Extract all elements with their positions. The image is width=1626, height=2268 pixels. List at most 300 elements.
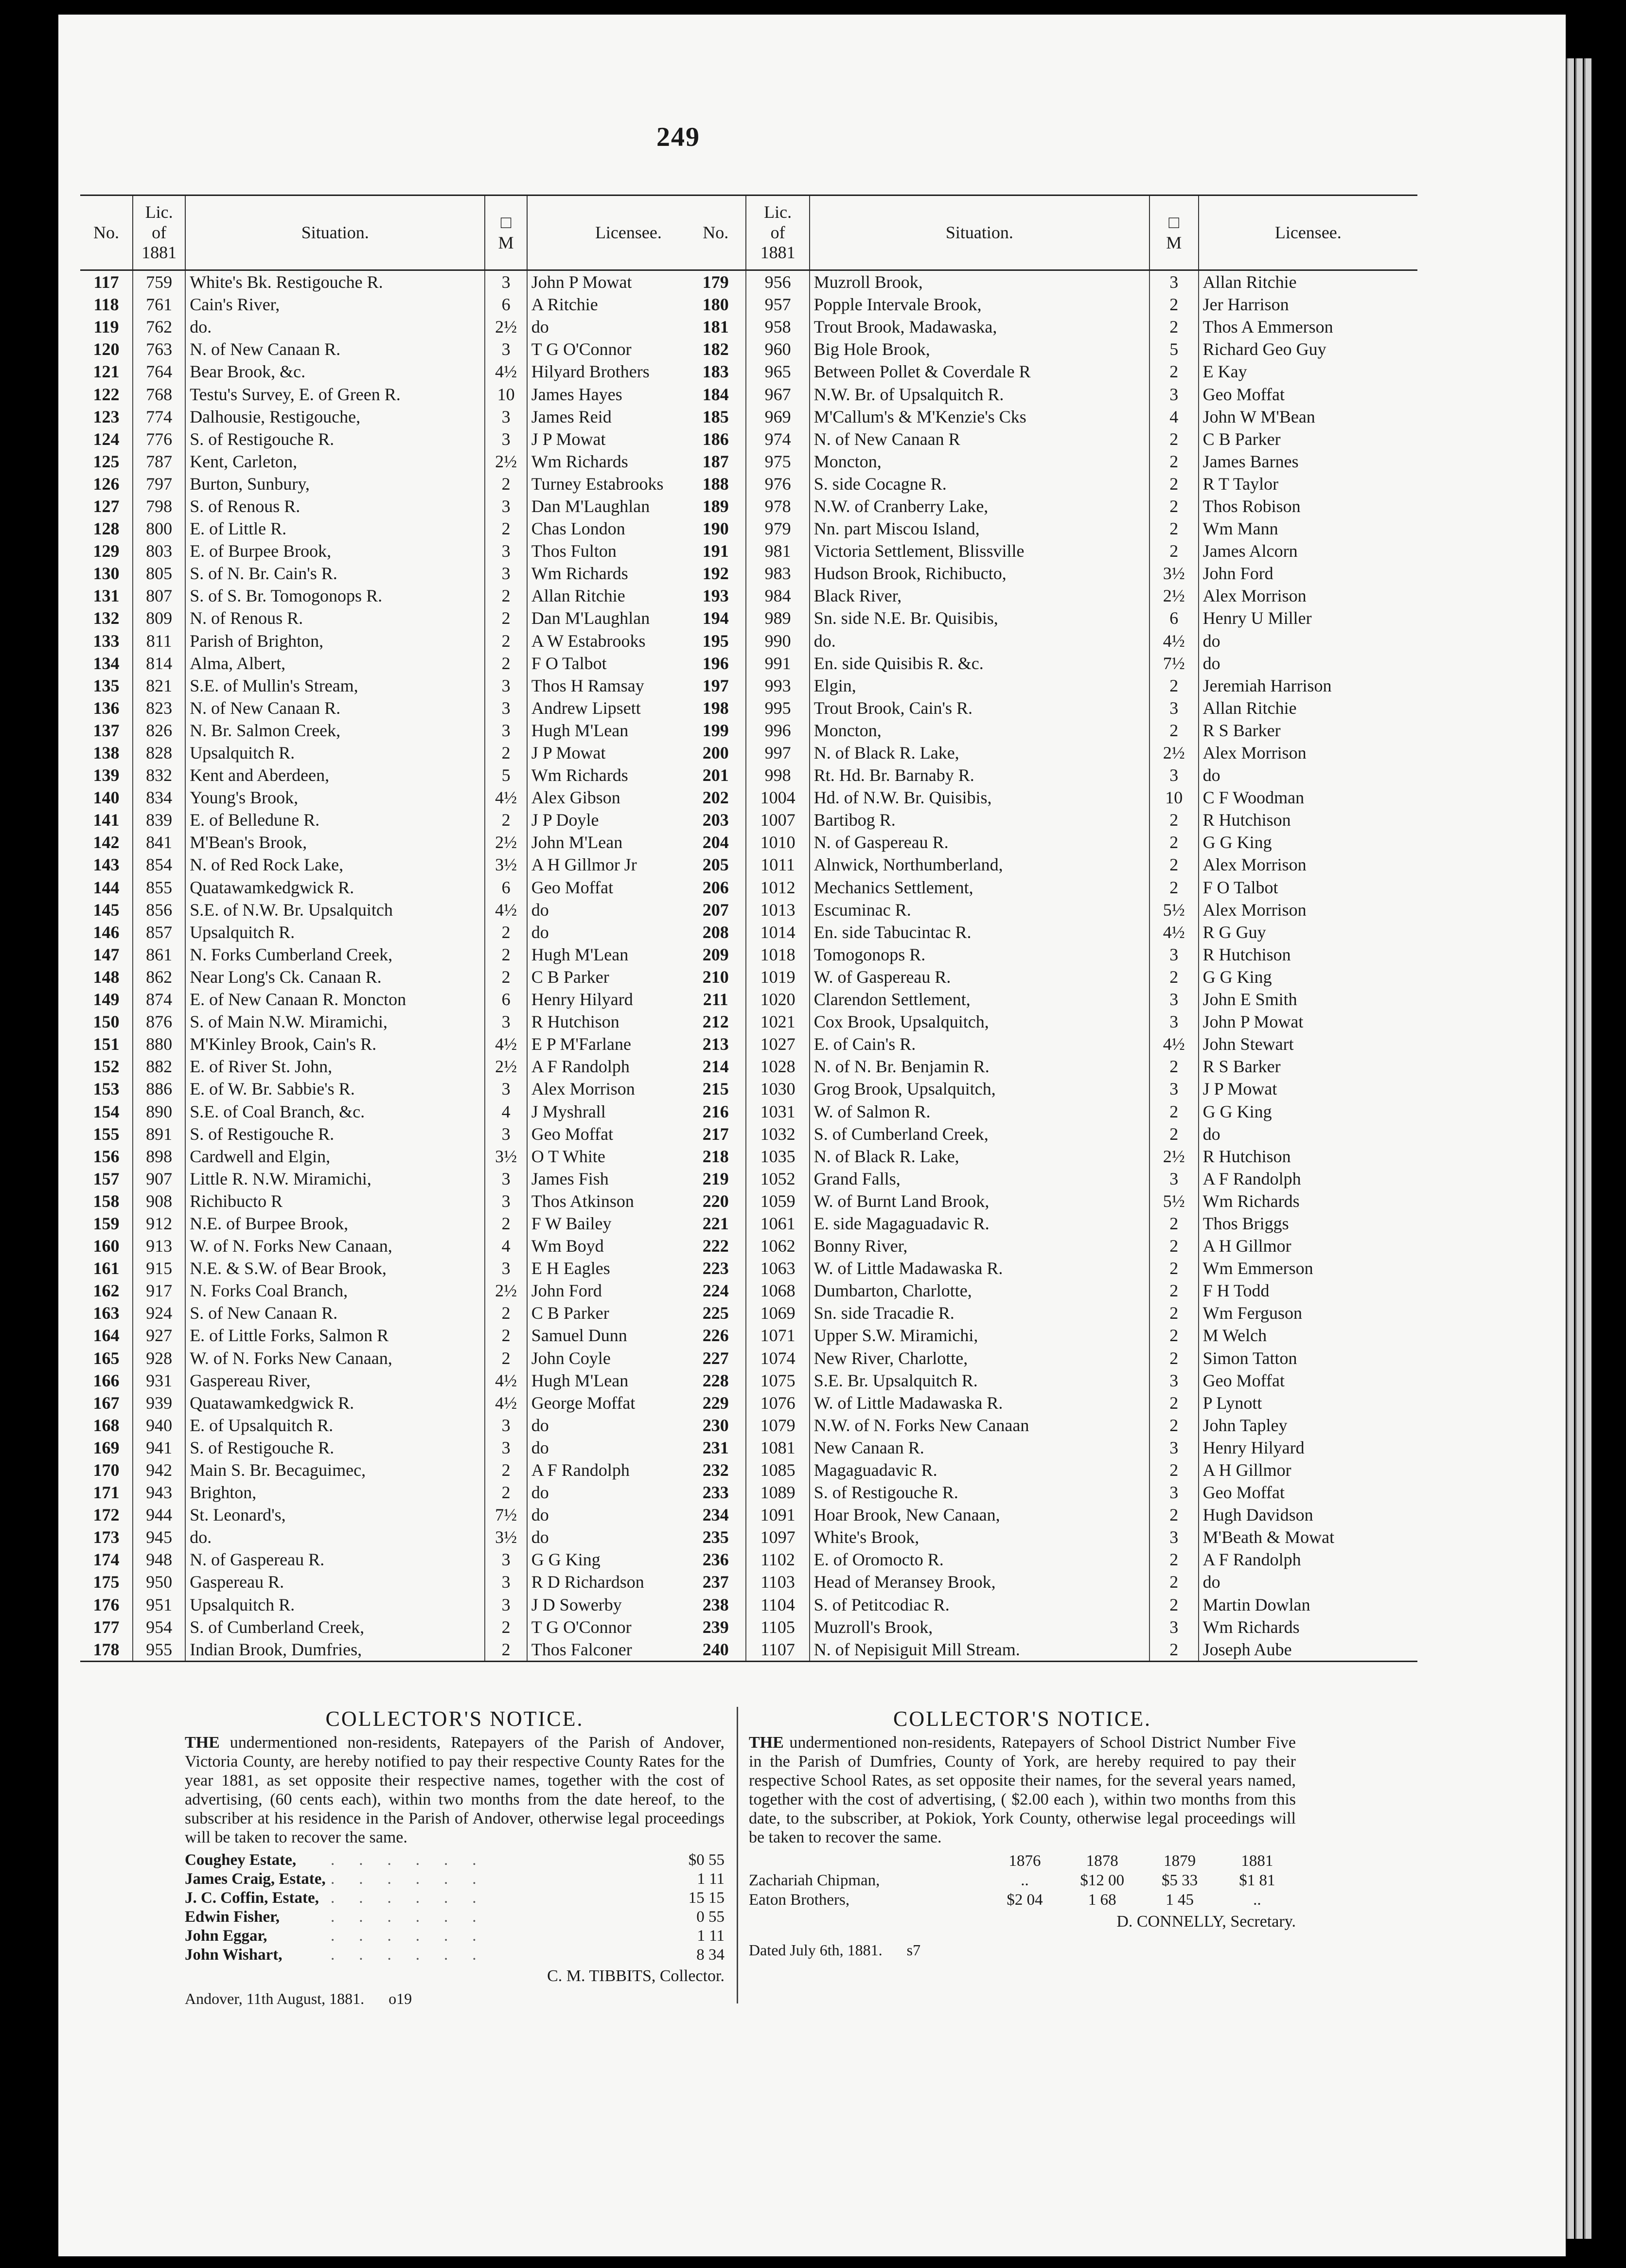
square-miles-cell: 3 xyxy=(1149,1616,1199,1638)
situation-cell: S.E. of Mullin's Stream, xyxy=(185,674,485,697)
situation-cell: Hoar Brook, New Canaan, xyxy=(810,1504,1149,1526)
licensee-cell: James Barnes xyxy=(1199,450,1417,473)
square-miles-cell: 7½ xyxy=(485,1504,527,1526)
table-row xyxy=(686,1168,1417,1190)
row-number-cell: 146 xyxy=(93,922,120,942)
license-number-cell: 940 xyxy=(133,1414,185,1436)
license-number-cell: 998 xyxy=(746,764,809,786)
table-row xyxy=(686,1100,1417,1122)
amount-row xyxy=(185,1946,725,1965)
notice-date: Dated July 6th, 1881. s7 xyxy=(749,1941,921,1959)
square-miles-cell: 6 xyxy=(485,293,527,316)
row-number-cell: 235 xyxy=(702,1527,729,1547)
situation-cell: Moncton, xyxy=(810,719,1149,742)
table-row xyxy=(686,540,1417,562)
square-miles-cell: 4 xyxy=(485,1100,527,1122)
row-number-cell: 205 xyxy=(702,855,729,875)
row-number-cell: 174 xyxy=(93,1550,120,1570)
row-number-cell: 203 xyxy=(702,810,729,830)
license-number-cell: 950 xyxy=(133,1571,185,1593)
table-row xyxy=(686,764,1417,786)
licensee-cell: F O Talbot xyxy=(527,652,729,674)
square-miles-cell: 3 xyxy=(485,674,527,697)
notice-signature: C. M. TIBBITS, Collector. xyxy=(547,1967,725,1985)
square-miles-cell: 2 xyxy=(485,630,527,652)
table-row xyxy=(80,1369,729,1392)
licensee-cell: John Tapley xyxy=(1199,1414,1417,1436)
situation-cell: S.E. Br. Upsalquitch R. xyxy=(810,1369,1149,1392)
situation-cell: Big Hole Brook, xyxy=(810,338,1149,360)
license-number-cell: 762 xyxy=(133,316,185,338)
situation-cell: S.E. of N.W. Br. Upsalquitch xyxy=(185,899,485,921)
row-number-cell: 179 xyxy=(702,272,729,292)
square-miles-cell: 6 xyxy=(485,988,527,1010)
situation-cell: Quatawamkedgwick R. xyxy=(185,1392,485,1414)
square-miles-cell: 3 xyxy=(485,1548,527,1571)
square-miles-cell: 2 xyxy=(485,585,527,607)
table-row xyxy=(80,943,729,966)
license-number-cell: 821 xyxy=(133,674,185,697)
situation-cell: M'Bean's Brook, xyxy=(185,831,485,853)
header-no: No. xyxy=(686,195,746,270)
situation-cell: Between Pollet & Coverdale R xyxy=(810,360,1149,383)
licensee-cell: Andrew Lipsett xyxy=(527,697,729,719)
row-number-cell: 225 xyxy=(702,1303,729,1323)
license-number-cell: 803 xyxy=(133,540,185,562)
square-miles-cell: 3 xyxy=(1149,988,1199,1010)
table-row xyxy=(686,786,1417,809)
situation-cell: Near Long's Ck. Canaan R. xyxy=(185,966,485,988)
table-row xyxy=(80,338,729,360)
table-row xyxy=(80,876,729,899)
table-row xyxy=(686,943,1417,966)
situation-cell: Upsalquitch R. xyxy=(185,1594,485,1616)
licensee-cell: Alex Morrison xyxy=(1199,853,1417,876)
licensee-cell: do xyxy=(1199,1571,1417,1593)
table-row xyxy=(80,406,729,428)
license-number-cell: 954 xyxy=(133,1616,185,1638)
table-row xyxy=(80,495,729,517)
square-miles-cell: 2½ xyxy=(1149,742,1199,764)
table-row xyxy=(686,1257,1417,1279)
license-number-cell: 1071 xyxy=(746,1324,809,1347)
page-number: 249 xyxy=(656,122,700,152)
row-number-cell: 213 xyxy=(702,1034,729,1054)
row-number-cell: 182 xyxy=(702,339,729,359)
amount-row xyxy=(185,1870,725,1889)
license-number-cell: 1103 xyxy=(746,1571,809,1593)
situation-cell: Trout Brook, Madawaska, xyxy=(810,316,1149,338)
table-row xyxy=(686,1504,1417,1526)
square-miles-cell: 5 xyxy=(1149,338,1199,360)
license-number-cell: 856 xyxy=(133,899,185,921)
table-row xyxy=(80,1414,729,1436)
situation-cell: N. Br. Salmon Creek, xyxy=(185,719,485,742)
license-number-cell: 798 xyxy=(133,495,185,517)
licensee-cell: Henry Hilyard xyxy=(1199,1436,1417,1459)
square-miles-cell: 10 xyxy=(1149,786,1199,809)
square-miles-cell: 2½ xyxy=(485,1055,527,1078)
square-miles-cell: 2 xyxy=(1149,1638,1199,1662)
square-miles-cell: 3 xyxy=(485,428,527,450)
row-number-cell: 233 xyxy=(702,1483,729,1503)
row-number-cell: 150 xyxy=(93,1012,120,1032)
licensee-cell: do xyxy=(1199,630,1417,652)
license-number-cell: 974 xyxy=(746,428,809,450)
situation-cell: Sn. side N.E. Br. Quisibis, xyxy=(810,607,1149,629)
row-number-cell: 215 xyxy=(702,1079,729,1099)
square-miles-cell: 2 xyxy=(485,607,527,629)
table-row xyxy=(686,607,1417,629)
situation-cell: Sn. side Tracadie R. xyxy=(810,1302,1149,1324)
square-miles-cell: 10 xyxy=(485,383,527,405)
licensee-cell: C B Parker xyxy=(1199,428,1417,450)
square-miles-cell: 3 xyxy=(485,406,527,428)
license-table-left xyxy=(80,195,729,1662)
license-number-cell: 1063 xyxy=(746,1257,809,1279)
square-miles-cell: 2½ xyxy=(485,316,527,338)
situation-cell: M'Kinley Brook, Cain's R. xyxy=(185,1033,485,1055)
license-number-cell: 942 xyxy=(133,1459,185,1481)
table-row xyxy=(80,316,729,338)
table-row xyxy=(80,1145,729,1168)
square-miles-cell: 3 xyxy=(485,1571,527,1593)
table-row xyxy=(686,1190,1417,1212)
row-number-cell: 162 xyxy=(93,1281,120,1301)
license-number-cell: 1004 xyxy=(746,786,809,809)
row-number-cell: 186 xyxy=(702,429,729,449)
license-number-cell: 931 xyxy=(133,1369,185,1392)
square-miles-cell: 2 xyxy=(1149,1279,1199,1302)
amount-due: $0 55 xyxy=(688,1851,725,1869)
license-number-cell: 807 xyxy=(133,585,185,607)
situation-cell: N. of New Canaan R xyxy=(810,428,1149,450)
license-number-cell: 958 xyxy=(746,316,809,338)
situation-cell: S. of Main N.W. Miramichi, xyxy=(185,1010,485,1033)
table-row xyxy=(80,1257,729,1279)
table-row xyxy=(80,562,729,585)
page-edge xyxy=(1567,58,1574,2239)
situation-cell: Quatawamkedgwick R. xyxy=(185,876,485,899)
license-number-cell: 1081 xyxy=(746,1436,809,1459)
table-row xyxy=(80,1392,729,1414)
situation-cell: Cardwell and Elgin, xyxy=(185,1145,485,1168)
square-miles-cell: 2 xyxy=(1149,1235,1199,1257)
situation-cell: Young's Brook, xyxy=(185,786,485,809)
license-number-cell: 1104 xyxy=(746,1594,809,1616)
square-miles-cell: 2 xyxy=(1149,1055,1199,1078)
licensee-cell: Joseph Aube xyxy=(1199,1638,1417,1662)
table-row xyxy=(686,1347,1417,1369)
square-miles-cell: 4½ xyxy=(1149,921,1199,943)
situation-cell: Bonny River, xyxy=(810,1235,1149,1257)
row-number-cell: 117 xyxy=(93,272,119,292)
situation-cell: Kent and Aberdeen, xyxy=(185,764,485,786)
licensee-cell: James Fish xyxy=(527,1168,729,1190)
square-miles-cell: 2 xyxy=(485,943,527,966)
licensee-cell: E P M'Farlane xyxy=(527,1033,729,1055)
row-number-cell: 219 xyxy=(702,1169,729,1188)
row-number-cell: 173 xyxy=(93,1527,120,1547)
license-number-cell: 1014 xyxy=(746,921,809,943)
licensee-cell: G G King xyxy=(1199,831,1417,853)
licensee-cell: R Hutchison xyxy=(527,1010,729,1033)
square-miles-cell: 2 xyxy=(1149,495,1199,517)
square-miles-cell: 4½ xyxy=(485,899,527,921)
ratepayer-name: John Eggar, xyxy=(185,1927,267,1945)
situation-cell: Alma, Albert, xyxy=(185,652,485,674)
table-row xyxy=(80,719,729,742)
row-number-cell: 185 xyxy=(702,407,729,426)
table-row xyxy=(80,1548,729,1571)
licensee-cell: T G O'Connor xyxy=(527,1616,729,1638)
licensee-cell: J P Doyle xyxy=(527,809,729,831)
row-number-cell: 212 xyxy=(702,1012,729,1032)
situation-cell: Popple Intervale Brook, xyxy=(810,293,1149,316)
table-row xyxy=(686,585,1417,607)
licensee-cell: Richard Geo Guy xyxy=(1199,338,1417,360)
table-row xyxy=(686,1145,1417,1168)
situation-cell: Cox Brook, Upsalquitch, xyxy=(810,1010,1149,1033)
square-miles-cell: 3 xyxy=(485,697,527,719)
square-miles-cell: 3 xyxy=(485,495,527,517)
row-number-cell: 198 xyxy=(702,698,729,718)
situation-cell: W. of Little Madawaska R. xyxy=(810,1392,1149,1414)
license-number-cell: 1018 xyxy=(746,943,809,966)
square-miles-cell: 2 xyxy=(1149,540,1199,562)
table-row xyxy=(686,1369,1417,1392)
table-row xyxy=(80,1571,729,1593)
situation-cell: E. of Burpee Brook, xyxy=(185,540,485,562)
row-number-cell: 120 xyxy=(93,339,120,359)
table-row xyxy=(686,1616,1417,1638)
square-miles-cell: 2 xyxy=(1149,1347,1199,1369)
row-number-cell: 195 xyxy=(702,631,729,651)
license-number-cell: 944 xyxy=(133,1504,185,1526)
situation-cell: Parish of Brighton, xyxy=(185,630,485,652)
licensee-cell: A H Gillmor Jr xyxy=(527,853,729,876)
situation-cell: Muzroll Brook, xyxy=(810,270,1149,294)
square-miles-cell: 2 xyxy=(1149,473,1199,495)
row-number-cell: 132 xyxy=(93,608,120,628)
license-number-cell: 943 xyxy=(133,1481,185,1504)
table-row xyxy=(80,585,729,607)
amount-row xyxy=(185,1851,725,1870)
table-row xyxy=(686,1594,1417,1616)
license-number-cell: 915 xyxy=(133,1257,185,1279)
square-miles-cell: 2 xyxy=(1149,831,1199,853)
square-miles-cell: 3 xyxy=(485,540,527,562)
row-number-cell: 200 xyxy=(702,743,729,763)
row-number-cell: 221 xyxy=(702,1213,729,1233)
license-number-cell: 854 xyxy=(133,853,185,876)
leader-dots: ...... xyxy=(331,1889,501,1907)
license-number-cell: 996 xyxy=(746,719,809,742)
situation-cell: N. of New Canaan R. xyxy=(185,338,485,360)
licensee-cell: Allan Ritchie xyxy=(527,585,729,607)
license-number-cell: 1027 xyxy=(746,1033,809,1055)
situation-cell: S. of Restigouche R. xyxy=(185,1436,485,1459)
square-miles-cell: 2 xyxy=(1149,1459,1199,1481)
table-row xyxy=(80,899,729,921)
table-row xyxy=(80,1168,729,1190)
license-number-cell: 855 xyxy=(133,876,185,899)
license-number-cell: 832 xyxy=(133,764,185,786)
license-number-cell: 975 xyxy=(746,450,809,473)
license-number-cell: 787 xyxy=(133,450,185,473)
row-number-cell: 135 xyxy=(93,675,120,695)
header-lic: Lic. of 1881 xyxy=(746,195,809,270)
table-row xyxy=(80,1033,729,1055)
situation-cell: S. of New Canaan R. xyxy=(185,1302,485,1324)
licensee-cell: J P Mowat xyxy=(527,428,729,450)
square-miles-cell: 3 xyxy=(485,1123,527,1145)
license-number-cell: 828 xyxy=(133,742,185,764)
header-lic: Lic. of 1881 xyxy=(133,195,185,270)
license-number-cell: 927 xyxy=(133,1324,185,1347)
situation-cell: E. of Belledune R. xyxy=(185,809,485,831)
license-number-cell: 761 xyxy=(133,293,185,316)
row-number-cell: 187 xyxy=(702,451,729,471)
table-row xyxy=(80,1190,729,1212)
table-row xyxy=(80,1436,729,1459)
row-number-cell: 230 xyxy=(702,1415,729,1435)
square-miles-cell: 2½ xyxy=(1149,585,1199,607)
square-miles-cell: 2 xyxy=(1149,1212,1199,1235)
license-number-cell: 979 xyxy=(746,517,809,540)
situation-cell: Alnwick, Northumberland, xyxy=(810,853,1149,876)
row-number-cell: 181 xyxy=(702,317,729,337)
row-number-cell: 161 xyxy=(93,1258,120,1278)
table-row xyxy=(80,517,729,540)
row-number-cell: 234 xyxy=(702,1505,729,1525)
square-miles-cell: 2 xyxy=(1149,428,1199,450)
header-situation: Situation. xyxy=(185,195,485,270)
license-number-cell: 764 xyxy=(133,360,185,383)
table-row xyxy=(686,1548,1417,1571)
licensee-cell: Hugh M'Lean xyxy=(527,943,729,966)
amount-row xyxy=(185,1927,725,1946)
row-number-cell: 147 xyxy=(93,944,120,964)
square-miles-cell: 5½ xyxy=(1149,899,1199,921)
licensee-cell: A H Gillmor xyxy=(1199,1235,1417,1257)
situation-cell: Upsalquitch R. xyxy=(185,921,485,943)
square-miles-cell: 2½ xyxy=(485,831,527,853)
square-miles-cell: 3 xyxy=(485,1010,527,1033)
table-row xyxy=(686,1123,1417,1145)
square-miles-cell: 3 xyxy=(1149,383,1199,405)
license-number-cell: 924 xyxy=(133,1302,185,1324)
licensee-cell: Alex Morrison xyxy=(1199,899,1417,921)
square-miles-cell: 3 xyxy=(485,1414,527,1436)
license-number-cell: 981 xyxy=(746,540,809,562)
notice-body: THE undermentioned non-residents, Ratepayers of the Parish of Andover, Victoria County, are hereby notified to pay their respective County Rates for the year 1881, as set opposite their respective names, together with the cost of advertising, (60 cents each), within two months from the date hereof, to the subscriber at his residence in the Parish of Andover, otherwise legal proceedings will be taken to recover the same. xyxy=(185,1734,725,1846)
license-number-cell: 997 xyxy=(746,742,809,764)
square-miles-cell: 2 xyxy=(485,652,527,674)
licensee-cell: A Ritchie xyxy=(527,293,729,316)
license-table-right xyxy=(686,195,1417,1662)
notice-title: COLLECTOR'S NOTICE. xyxy=(893,1707,1151,1731)
situation-cell: Gaspereau River, xyxy=(185,1369,485,1392)
square-miles-cell: 2 xyxy=(1149,809,1199,831)
table-row xyxy=(80,1594,729,1616)
table-row xyxy=(686,1055,1417,1078)
situation-cell: E. of River St. John, xyxy=(185,1055,485,1078)
table-row xyxy=(80,630,729,652)
situation-cell: Dumbarton, Charlotte, xyxy=(810,1279,1149,1302)
table-row xyxy=(80,652,729,674)
licensee-cell: George Moffat xyxy=(527,1392,729,1414)
table-row xyxy=(80,450,729,473)
licensee-cell: Wm Richards xyxy=(527,562,729,585)
row-number-cell: 156 xyxy=(93,1146,120,1166)
licensee-cell: F W Bailey xyxy=(527,1212,729,1235)
table-row xyxy=(80,921,729,943)
licensee-cell: John P Mowat xyxy=(1199,1010,1417,1033)
table-row xyxy=(80,1481,729,1504)
table-row xyxy=(686,697,1417,719)
license-number-cell: 983 xyxy=(746,562,809,585)
rate-row: Zachariah Chipman, .. $12 00 $5 33 $1 81 xyxy=(749,1872,1275,1889)
square-miles-cell: 2 xyxy=(1149,853,1199,876)
header-licensee: Licensee. xyxy=(527,195,729,270)
table-row xyxy=(686,473,1417,495)
license-number-cell: 1075 xyxy=(746,1369,809,1392)
row-number-cell: 126 xyxy=(93,474,120,494)
table-row xyxy=(686,674,1417,697)
licensee-cell: T G O'Connor xyxy=(527,338,729,360)
situation-cell: N. Forks Cumberland Creek, xyxy=(185,943,485,966)
situation-cell: E. of Little Forks, Salmon R xyxy=(185,1324,485,1347)
row-number-cell: 119 xyxy=(93,317,119,337)
license-number-cell: 928 xyxy=(133,1347,185,1369)
license-number-cell: 1021 xyxy=(746,1010,809,1033)
situation-cell: Burton, Sunbury, xyxy=(185,473,485,495)
square-miles-cell: 2 xyxy=(485,473,527,495)
situation-cell: Main S. Br. Becaguimec, xyxy=(185,1459,485,1481)
situation-cell: Bartibog R. xyxy=(810,809,1149,831)
license-number-cell: 965 xyxy=(746,360,809,383)
licensee-cell: Wm Emmerson xyxy=(1199,1257,1417,1279)
table-row xyxy=(686,1481,1417,1504)
table-row xyxy=(686,630,1417,652)
row-number-cell: 201 xyxy=(702,765,729,785)
amount-row xyxy=(185,1889,725,1908)
ratepayer-name: John Wishart, xyxy=(185,1946,283,1964)
leader-dots: ...... xyxy=(331,1870,501,1888)
row-number-cell: 149 xyxy=(93,990,120,1010)
notice-body: THE undermentioned non-residents, Ratepayers of School District Number Five in the Parish of Dumfries, County of York, are hereby required to pay their respective School Rates, as set opposite their names, for the several years named, together with the cost of advertising, ( $2.00 each ), within two months from this date, to the subscriber, at Pokiok, York County, otherwise legal proceedings will be taken to recover the same. xyxy=(749,1734,1296,1846)
ratepayer-name: Edwin Fisher, xyxy=(185,1908,280,1926)
table-row xyxy=(686,899,1417,921)
licensee-cell: F H Todd xyxy=(1199,1279,1417,1302)
row-number-cell: 214 xyxy=(702,1057,729,1077)
license-number-cell: 917 xyxy=(133,1279,185,1302)
licensee-cell: do xyxy=(527,1504,729,1526)
row-number-cell: 216 xyxy=(702,1101,729,1121)
situation-cell: Little R. N.W. Miramichi, xyxy=(185,1168,485,1190)
situation-cell: N. of Renous R. xyxy=(185,607,485,629)
license-number-cell: 1105 xyxy=(746,1616,809,1638)
license-number-cell: 951 xyxy=(133,1594,185,1616)
row-number-cell: 136 xyxy=(93,698,120,718)
table-row xyxy=(80,383,729,405)
situation-cell: S. of Restigouche R. xyxy=(185,428,485,450)
situation-cell: En. side Quisibis R. &c. xyxy=(810,652,1149,674)
row-number-cell: 154 xyxy=(93,1101,120,1121)
table-row xyxy=(686,1010,1417,1033)
table-row xyxy=(80,674,729,697)
